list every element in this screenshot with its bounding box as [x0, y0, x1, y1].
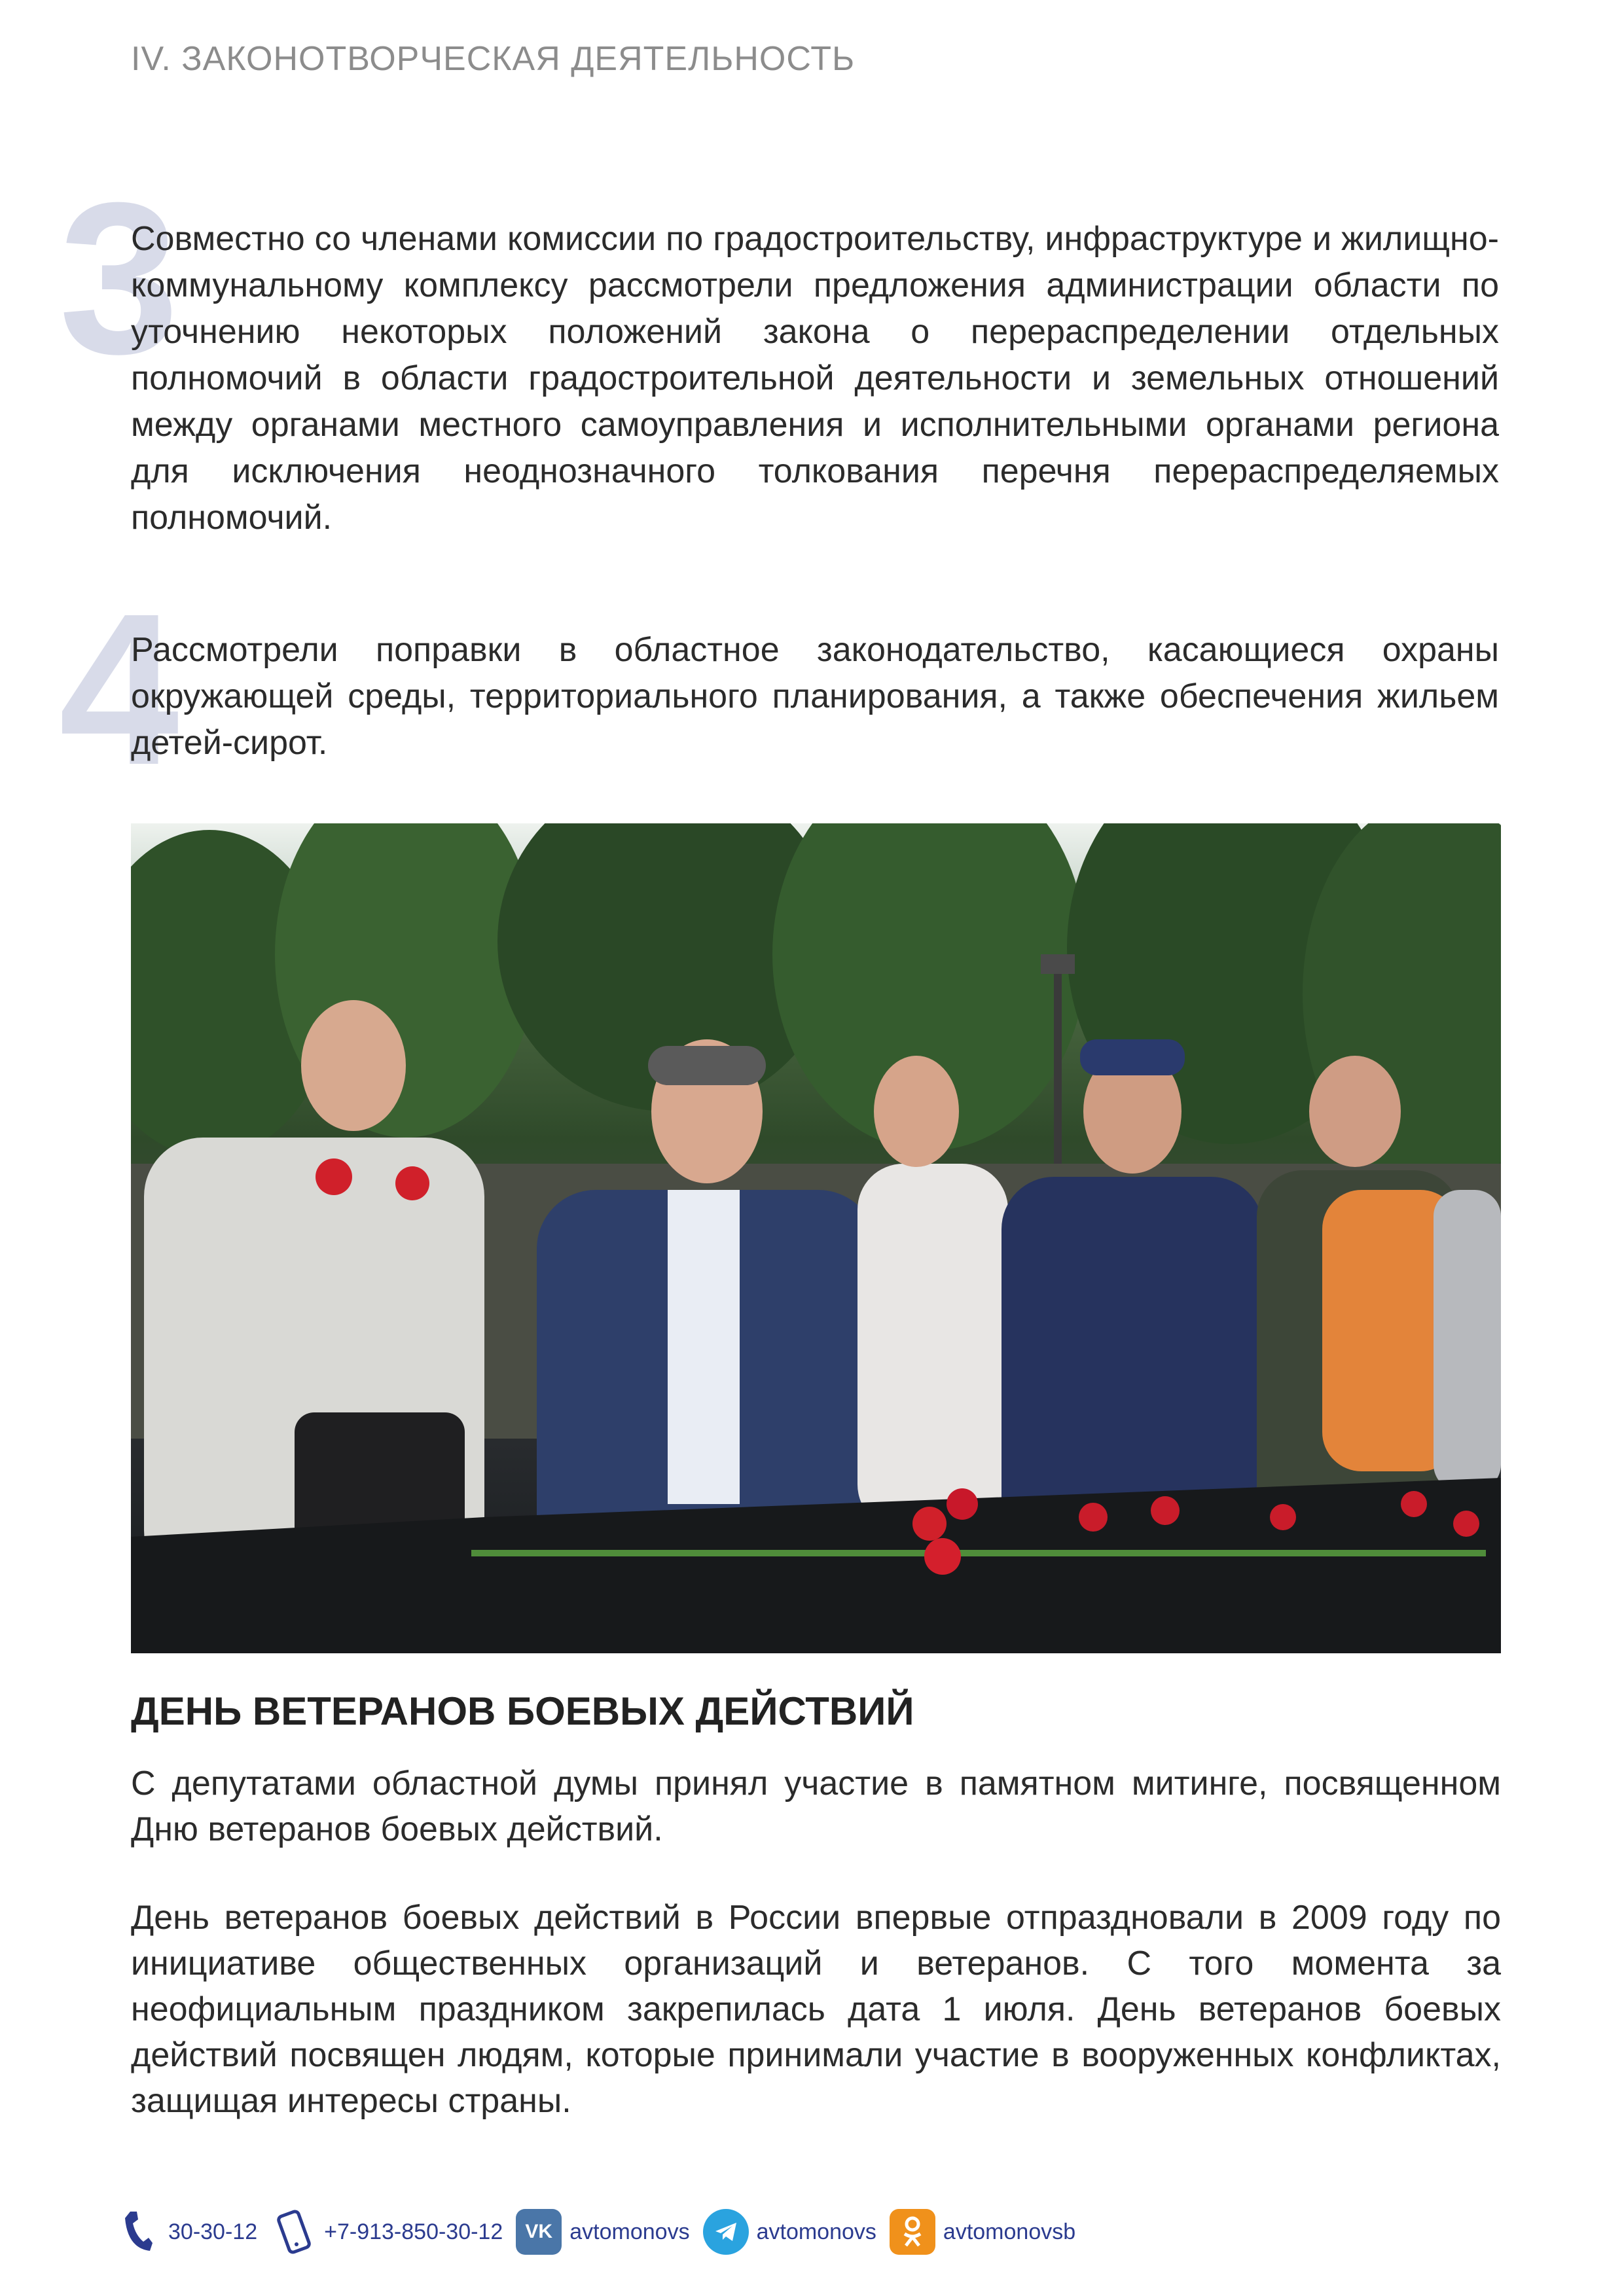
paragraph: С депутатами областной думы принял участие в памятном митинге, посвященном Дню ветеранов боевых действий.	[131, 1765, 1501, 1848]
item-text: Рассмотрели поправки в областное законодательство, касающиеся охраны окружающей среды, территориального планирования, а также обеспечения жильем детей-сирот.	[131, 631, 1499, 762]
item-text: Совместно со членами комиссии по градостроительству, инфраструктуре и жилищно-коммунальному комплексу рассмотрели предложения администрации области по уточнению некоторых положений закона о перераспределении отдельных полномочий в области градостроительной деятельности и земельных отношений между органами местного самоуправления и исполнительными органами региона для исключения неоднозначного толкования перечня перераспределяемых полномочий.	[131, 220, 1499, 537]
odnoklassniki-icon	[890, 2209, 935, 2255]
vk-text: avtomonovs	[569, 2219, 690, 2244]
mobile-contact[interactable]	[270, 2209, 503, 2255]
telegram-text: avtomonovs	[756, 2219, 876, 2244]
vk-contact[interactable]	[516, 2209, 689, 2255]
section-heading: ДЕНЬ ВЕТЕРАНОВ БОЕВЫХ ДЕЙСТВИЙ	[131, 1689, 914, 1733]
ok-contact[interactable]	[890, 2209, 1075, 2255]
item-number: 3	[59, 157, 179, 399]
phone-icon	[115, 2209, 160, 2255]
phone-text: 30-30-12	[168, 2219, 258, 2244]
footer-contacts	[115, 2199, 1089, 2265]
item-number: 4	[59, 568, 179, 810]
telegram-contact[interactable]	[703, 2209, 876, 2255]
item-3	[59, 157, 1499, 541]
vk-icon: VK	[516, 2209, 562, 2255]
phone-contact[interactable]	[115, 2209, 257, 2255]
mobile-text: +7-913-850-30-12	[324, 2219, 503, 2244]
mobile-icon	[270, 2209, 316, 2255]
item-4	[59, 568, 1499, 810]
section-header: IV. ЗАКОНОТВОРЧЕСКАЯ ДЕЯТЕЛЬНОСТЬ	[131, 40, 856, 78]
ok-text: avtomonovsb	[943, 2219, 1076, 2244]
paragraph: День ветеранов боевых действий в России впервые отпраздновали в 2009 году по инициативе общественных организаций и ветеранов. С того момента за неофициальным праздником закрепилась дата 1 июля. День ветеранов боевых действий посвящен людям, которые принимали участие в вооруженных конфликтах, защищая интересы страны.	[131, 1899, 1501, 2120]
event-photo	[131, 823, 1501, 1653]
telegram-icon	[703, 2209, 749, 2255]
